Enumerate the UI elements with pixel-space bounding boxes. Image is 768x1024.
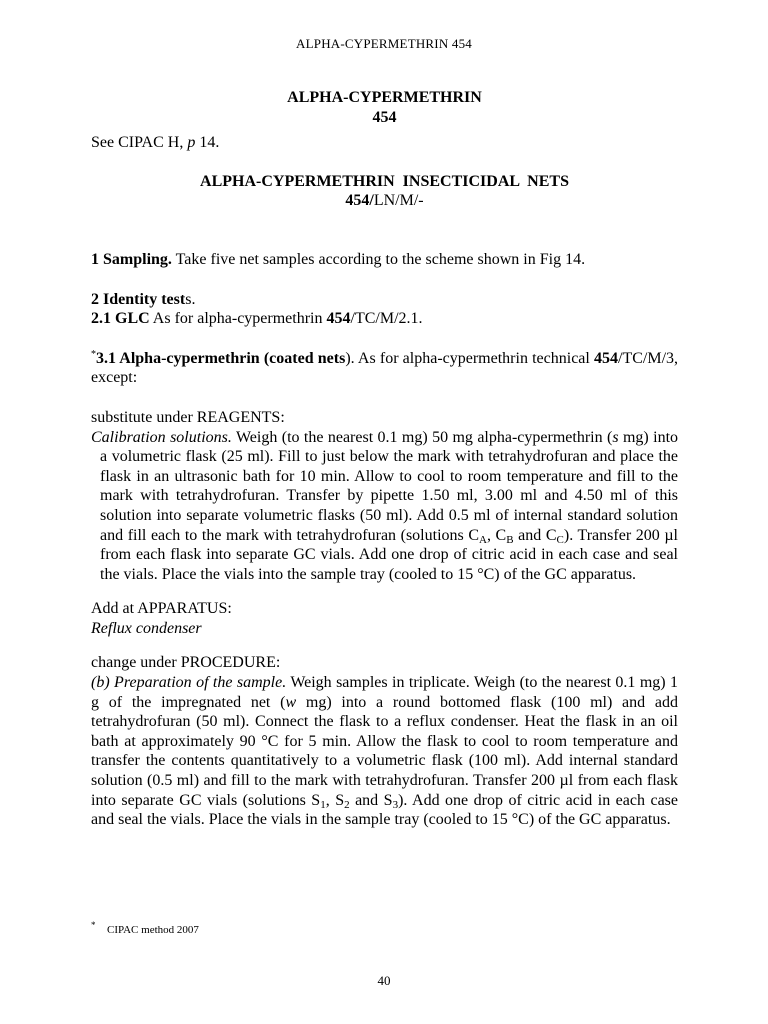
document-title	[91, 88, 678, 127]
solution-sep-2: and C	[513, 526, 557, 544]
procedure-section	[91, 653, 678, 829]
identity-suffix: s.	[185, 290, 196, 308]
solution-sub-b: B	[506, 533, 514, 546]
glc-text-b: /TC/M/2.1.	[350, 310, 423, 328]
section-code	[91, 191, 678, 211]
preparation-paragraph	[91, 673, 678, 830]
calibration-label: Calibration solutions.	[91, 428, 232, 446]
see-page-abbrev: p	[187, 134, 196, 152]
method-3-1-paragraph	[91, 349, 678, 388]
running-header: ALPHA-CYPERMETHRIN 454	[296, 36, 472, 51]
calibration-text-1: Weigh (to the nearest 0.1 mg) 50 mg alpha-cypermethrin (	[231, 428, 613, 446]
method-3-1-text-b: /TC/M/3, except:	[91, 349, 679, 387]
footnote-text: CIPAC method 2007	[107, 924, 199, 936]
document-body	[91, 88, 678, 830]
calibration-text-3: ). Transfer 200 µl from each flask into separate GC vials. Add one drop of citric acid in each case and seal the vials. Place the vials into the sample tray (cooled to 15 °C) of the GC apparatus.	[100, 526, 678, 583]
see-page: 14.	[195, 134, 220, 152]
solution-sub-c: C	[556, 533, 564, 546]
preparation-w: w	[285, 693, 297, 711]
footnote-mark: *	[91, 920, 96, 930]
preparation-text-3: ). Add one drop of citric acid in each case and seal the vials. Place the vials in the sample tray (cooled to 15 °C) of the GC apparatus.	[91, 791, 679, 829]
preparation-label: (b) Preparation of the sample.	[91, 674, 287, 692]
identity-heading	[91, 290, 678, 310]
sample-sep-1: , S	[325, 791, 345, 809]
preparation-text-2: mg) into a round bottomed flask (100 ml) and add tetrahydrofuran (50 ml). Connect the flask to a reflux condenser. Heat the flask in an oil bath at approximately 90 °C for 5 min. Allow the flask to cool to room temperature and transfer the contents quantitatively to a volumetric flask (100 ml). Add internal standard solution (0.5 ml) and fill to the mark with tetrahydrofuran. Transfer 200 µl from each flask into separate GC vials (solutions S	[91, 693, 679, 809]
calibration-text-2: mg) into a volumetric flask (25 ml). Fill to just below the mark with tetrahydrofuran and place the flask in an ultrasonic bath for 10 min. Allow to cool to room temperature and fill to the mark with tetrahydrofuran. Transfer by pipette 1.50 ml, 3.00 ml and 4.50 ml of this solution into separate volumetric flasks (50 ml). Add 0.5 ml of internal standard solution and fill each to the mark with tetrahydrofuran (solutions C	[100, 428, 679, 544]
glc-text-a: As for alpha-cypermethrin	[149, 310, 327, 328]
reagents-intro: substitute under REAGENTS:	[91, 408, 285, 426]
sampling-paragraph	[91, 250, 678, 270]
solution-sub-a: A	[479, 533, 487, 546]
sample-sub-1: 1	[320, 798, 326, 811]
identity-label: 2 Identity test	[91, 290, 186, 308]
footnote	[91, 920, 199, 936]
method-3-1-text-a: ). As for alpha-cypermethrin technical	[345, 349, 594, 367]
glc-paragraph	[91, 309, 678, 329]
section-title: ALPHA-CYPERMETHRIN INSECTICIDAL NETS	[200, 172, 569, 190]
solution-sep-1: , C	[486, 526, 507, 544]
procedure-intro: change under PROCEDURE:	[91, 654, 281, 672]
method-3-1-label: 3.1 Alpha-cypermethrin (coated nets	[96, 349, 346, 367]
glc-label: 2.1 GLC	[91, 310, 150, 328]
sampling-label: 1 Sampling.	[91, 250, 172, 268]
title-name: ALPHA-CYPERMETHRIN	[287, 89, 482, 106]
glc-code: 454	[326, 310, 351, 328]
see-reference	[91, 133, 678, 153]
section-heading	[91, 172, 678, 211]
sample-sep-2: and S	[349, 791, 393, 809]
reagents-section	[91, 408, 678, 584]
method-3-1-code: 454	[594, 349, 618, 367]
title-number: 454	[372, 108, 397, 126]
sampling-text: Take five net samples according to the scheme shown in Fig 14.	[171, 250, 586, 268]
apparatus-intro: Add at APPARATUS:	[91, 600, 232, 618]
footnote-ref-mark: *	[91, 348, 96, 360]
sample-sub-2: 2	[344, 798, 350, 811]
sample-sub-3: 3	[392, 798, 399, 811]
page-number: 40	[377, 973, 391, 988]
section-code-rest: LN/M/-	[373, 192, 424, 210]
section-code-number: 454/	[345, 192, 374, 210]
apparatus-section	[91, 599, 678, 638]
identity-tests	[91, 290, 678, 329]
preparation-text-1: Weigh samples in triplicate. Weigh (to the nearest 0.1 mg) 1 g of the impregnated net (	[91, 674, 678, 711]
see-text: See CIPAC H,	[91, 134, 188, 152]
calibration-s: s	[612, 428, 619, 446]
calibration-paragraph	[91, 428, 678, 585]
apparatus-item: Reflux condenser	[91, 619, 202, 637]
